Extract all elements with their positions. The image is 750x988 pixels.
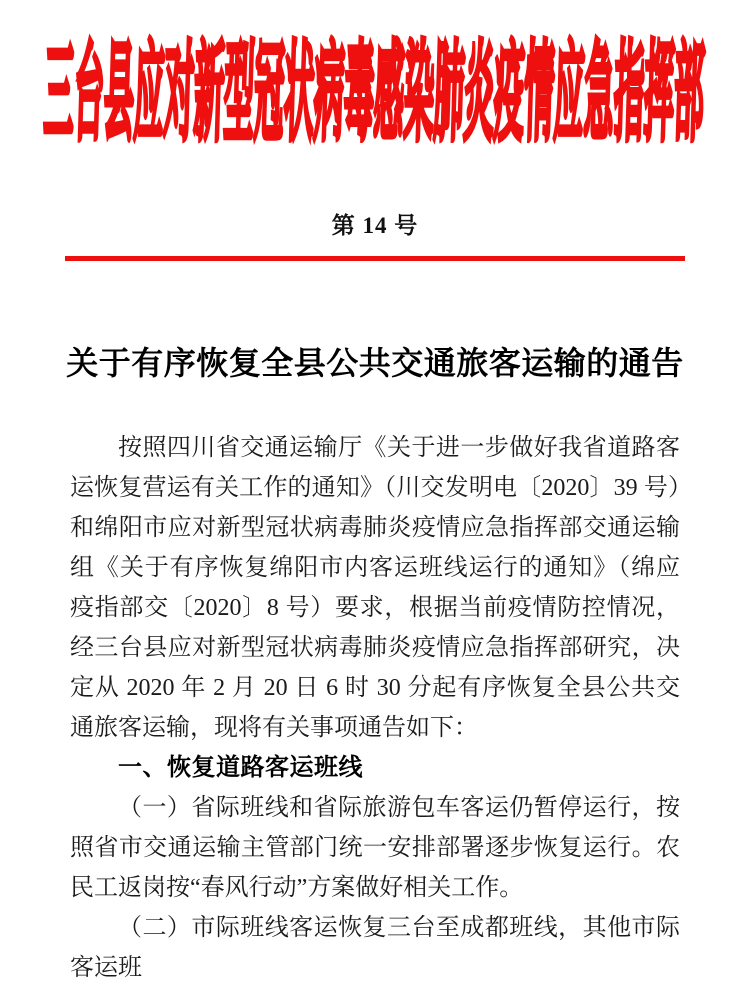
paragraph-item-2: （二）市际班线客运恢复三台至成都班线，其他市际客运班 [70,915,680,981]
notice-title: 关于有序恢复全县公共交通旅客运输的通告 [66,345,684,381]
agency-banner [0,32,750,176]
paragraph-basis: 按照四川省交通运输厅《关于进一步做好我省道路客运恢复营运有关工作的通知》（川交发明电〔2020〕39 号）和绵阳市应对新型冠状病毒肺炎疫情应急指挥部交通运输组《关于有序恢复绵阳市内客运班线运行的通知》（绵应疫指部交〔2020〕8 号）要求，根据当前疫情防控情况，经三台县应对新型冠状病毒肺炎疫情应急指挥部研究，决定从 2020 年 2 月 20 日 6 时 30 分起有序恢复全县公共交通旅客运输，现将有关事项通告如下： [70,435,680,741]
notice-body [70,428,680,988]
notice-document-page [0,32,750,981]
section-1-heading: 一、恢复道路客运班线 [118,754,363,781]
agency-banner-title: 三台县应对新型冠状病毒感染肺炎疫情应急指挥部 [42,32,707,155]
red-divider-line [65,256,685,261]
paragraph-item-1: （一）省际班线和省际旅游包车客运仍暂停运行，按照省市交通运输主管部门统一安排部署逐步恢复运行。农民工返岗按“春风行动”方案做好相关工作。 [70,795,680,901]
doc-number: 第 14 号 [331,213,419,238]
